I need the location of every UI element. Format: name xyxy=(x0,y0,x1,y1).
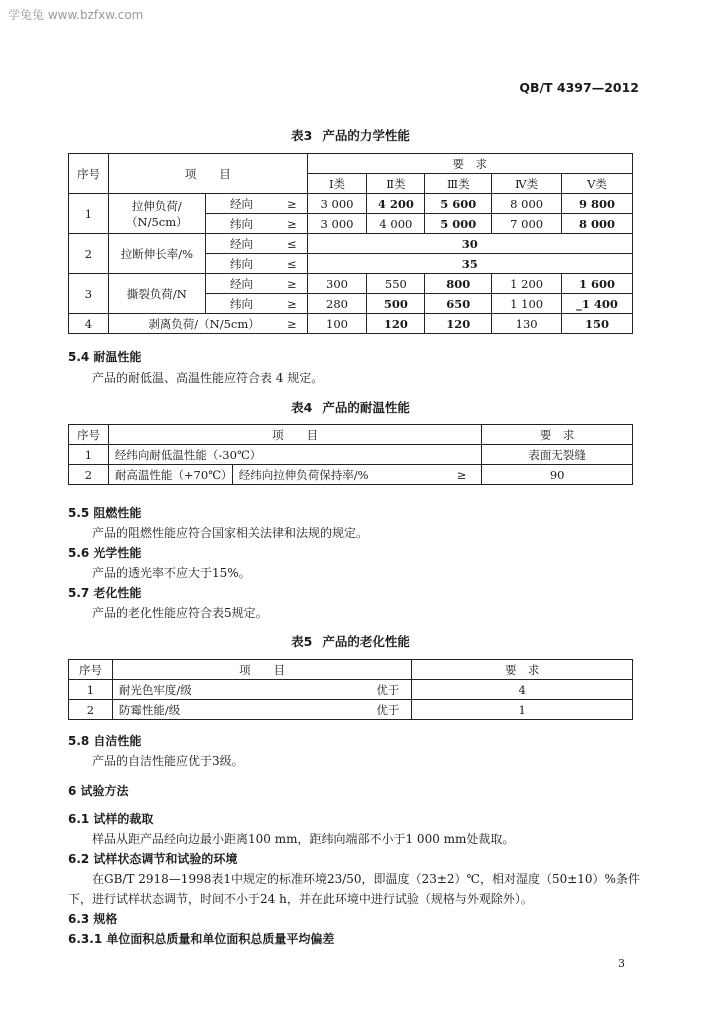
table-cell: 130 xyxy=(492,314,562,334)
section-5-6-text: 产品的透光率不应大于15%。 xyxy=(92,566,251,580)
table-row xyxy=(69,274,633,294)
table5-r2-req: 1 xyxy=(412,700,633,720)
section-6-heading: 6 试验方法 xyxy=(68,784,129,798)
table4-header-seq: 序号 xyxy=(69,425,109,445)
table-cell: 500 xyxy=(367,294,425,314)
table4-caption-title: 产品的耐温性能 xyxy=(322,400,410,415)
section-6-3-1-heading: 6.3.1 单位面积总质量和单位面积总质量平均偏差 xyxy=(68,932,335,946)
table3-r1-op1: ≥ xyxy=(277,194,307,214)
section-6-1-text: 样品从距产品经向边最小距离100 mm，距纬向端部不小于1 000 mm处裁取。 xyxy=(92,832,515,846)
table4-r2-req: 90 xyxy=(482,465,633,485)
section-5-5-text: 产品的阻燃性能应符合国家相关法律和法规的规定。 xyxy=(92,526,369,540)
table3-header-item: 项 目 xyxy=(108,154,307,194)
table5-r2-item: 防霉性能/级 xyxy=(112,700,300,720)
table4-header-row xyxy=(69,425,633,445)
table3-r3-seq: 3 xyxy=(69,274,109,314)
table-cell: _1 400 xyxy=(562,294,633,314)
table-cell: 35 xyxy=(307,254,632,274)
table3-r1-warp: 经向 xyxy=(205,194,277,214)
table5-header-item: 项 目 xyxy=(112,660,411,680)
table5-r1-req: 4 xyxy=(412,680,633,700)
table-cell: 100 xyxy=(307,314,367,334)
table-cell: 300 xyxy=(307,274,367,294)
table-cell: 120 xyxy=(367,314,425,334)
table5-r1-item: 耐光色牢度/级 xyxy=(112,680,300,700)
table3-r1-item xyxy=(108,194,205,234)
table-cell: 650 xyxy=(425,294,492,314)
watermark: 学兔兔 www.bzfxw.com xyxy=(8,8,144,22)
section-5-6-heading: 5.6 光学性能 xyxy=(68,546,142,560)
table3-r3-warp: 经向 xyxy=(205,274,277,294)
table4-r2-seq: 2 xyxy=(69,465,109,485)
table3-r3-weft: 纬向 xyxy=(205,294,277,314)
section-6-1-heading: 6.1 试样的裁取 xyxy=(68,812,154,826)
table3-mechanical-properties xyxy=(68,153,633,334)
section-5-4-heading: 5.4 耐温性能 xyxy=(68,350,142,364)
table3-r4-seq: 4 xyxy=(69,314,109,334)
table4-temperature-properties xyxy=(68,424,633,485)
table3-r2-weft: 纬向 xyxy=(205,254,277,274)
section-5-5-heading: 5.5 阻燃性能 xyxy=(68,506,142,520)
table4-r1-req: 表面无裂缝 xyxy=(482,445,633,465)
section-5-4-text: 产品的耐低温、高温性能应符合表 4 规定。 xyxy=(92,371,324,385)
table-cell: 5 600 xyxy=(425,194,492,214)
table5-aging-properties xyxy=(68,659,633,720)
table5-caption xyxy=(0,632,701,650)
table4-r2-item: 耐高温性能（+70℃） xyxy=(108,465,232,485)
table-row xyxy=(69,680,633,700)
table3-class: Ⅴ类 xyxy=(562,174,633,194)
table5-r1-op: 优于 xyxy=(300,680,412,700)
table4-caption xyxy=(0,398,701,416)
table-cell: 7 000 xyxy=(492,214,562,234)
standard-number: QB/T 4397—2012 xyxy=(519,80,639,95)
table-cell: 4 200 xyxy=(367,194,425,214)
table3-r3-item: 撕裂负荷/N xyxy=(108,274,205,314)
table4-header-item: 项 目 xyxy=(108,425,481,445)
table5-r1-seq: 1 xyxy=(69,680,113,700)
table3-r1-item-unit: （N/5cm） xyxy=(126,214,188,229)
section-5-8-text: 产品的自洁性能应优于3级。 xyxy=(92,754,244,768)
table-cell: 120 xyxy=(425,314,492,334)
table3-class: Ⅲ类 xyxy=(425,174,492,194)
table3-r2-op2: ≤ xyxy=(277,254,307,274)
table-cell: 8 000 xyxy=(492,194,562,214)
table3-class: Ⅰ类 xyxy=(307,174,367,194)
table4-caption-number: 表4 xyxy=(291,400,313,415)
section-6-2-text-line2: 下，进行试样状态调节，时间不小于24 h，并在此环境中进行试验（规格与外观除外）。 xyxy=(68,892,533,906)
table3-r1-seq: 1 xyxy=(69,194,109,234)
table3-r1-weft: 纬向 xyxy=(205,214,277,234)
table-cell: 9 800 xyxy=(562,194,633,214)
table4-r2-sub: 经纬向拉伸负荷保持率/% xyxy=(232,465,442,485)
table-row xyxy=(69,194,633,214)
table-cell: 5 000 xyxy=(425,214,492,234)
section-6-2-text-line1: 在GB/T 2918—1998表1中规定的标准环境23/50，即温度（23±2）℃，相对湿度（50±10）%条件 xyxy=(92,872,640,886)
table-row xyxy=(69,700,633,720)
table-cell: 30 xyxy=(307,234,632,254)
table3-header-seq: 序号 xyxy=(69,154,109,194)
table-row xyxy=(69,314,633,334)
table5-r2-op: 优于 xyxy=(300,700,412,720)
table-cell: 4 000 xyxy=(367,214,425,234)
table3-r2-warp: 经向 xyxy=(205,234,277,254)
table3-r3-op1: ≥ xyxy=(277,274,307,294)
table5-header-seq: 序号 xyxy=(69,660,113,680)
table-cell: 1 100 xyxy=(492,294,562,314)
table-cell: 550 xyxy=(367,274,425,294)
table3-r1-op2: ≥ xyxy=(277,214,307,234)
table5-r2-seq: 2 xyxy=(69,700,113,720)
table3-r2-seq: 2 xyxy=(69,234,109,274)
table3-r4-op: ≥ xyxy=(277,314,307,334)
table4-header-req: 要 求 xyxy=(482,425,633,445)
section-6-3-heading: 6.3 规格 xyxy=(68,912,118,926)
table-cell: 280 xyxy=(307,294,367,314)
table3-caption-number: 表3 xyxy=(291,128,313,143)
table-row xyxy=(69,465,633,485)
table3-header-req: 要 求 xyxy=(307,154,632,174)
table3-header-row xyxy=(69,154,633,174)
section-6-2-heading: 6.2 试样状态调节和试验的环境 xyxy=(68,852,238,866)
section-5-7-text: 产品的老化性能应符合表5规定。 xyxy=(92,606,268,620)
table5-header-row xyxy=(69,660,633,680)
table4-r2-op: ≥ xyxy=(442,465,482,485)
table5-caption-number: 表5 xyxy=(291,634,313,649)
table5-caption-title: 产品的老化性能 xyxy=(322,634,410,649)
table4-r1-item: 经纬向耐低温性能（-30℃） xyxy=(108,445,481,465)
table3-r2-item: 拉断伸长率/% xyxy=(108,234,205,274)
table3-caption xyxy=(0,126,701,144)
table3-class: Ⅱ类 xyxy=(367,174,425,194)
table-row xyxy=(69,234,633,254)
table-cell: 800 xyxy=(425,274,492,294)
table-cell: 3 000 xyxy=(307,214,367,234)
table3-r4-item: 剥离负荷/（N/5cm） xyxy=(108,314,277,334)
table-cell: 3 000 xyxy=(307,194,367,214)
section-5-7-heading: 5.7 老化性能 xyxy=(68,586,142,600)
table-cell: 8 000 xyxy=(562,214,633,234)
table3-r2-op1: ≤ xyxy=(277,234,307,254)
page-number: 3 xyxy=(618,957,625,970)
table-cell: 1 600 xyxy=(562,274,633,294)
table3-class: Ⅳ类 xyxy=(492,174,562,194)
table3-r3-op2: ≥ xyxy=(277,294,307,314)
table-cell: 150 xyxy=(562,314,633,334)
table-cell: 1 200 xyxy=(492,274,562,294)
section-5-8-heading: 5.8 自洁性能 xyxy=(68,734,142,748)
table3-caption-title: 产品的力学性能 xyxy=(322,128,410,143)
table-row xyxy=(69,445,633,465)
table4-r1-seq: 1 xyxy=(69,445,109,465)
table3-r1-item-label: 拉伸负荷/ xyxy=(131,198,182,213)
table5-header-req: 要 求 xyxy=(412,660,633,680)
